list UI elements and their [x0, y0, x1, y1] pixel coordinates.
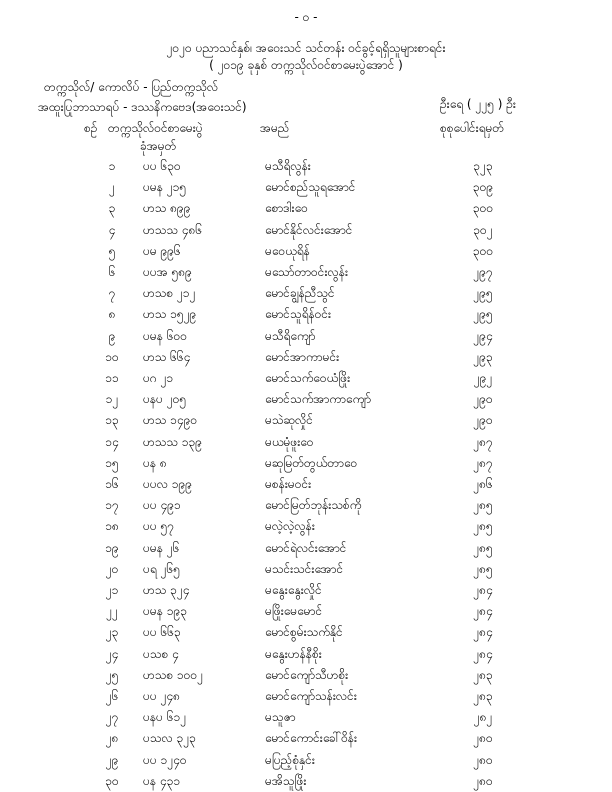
- table-row: [0, 604, 612, 624]
- name-cell: မဝေယုရိန်: [265, 243, 310, 258]
- marks-cell: ၂၈၀: [473, 773, 493, 788]
- name-cell: မလဲ့လဲ့လွန်း: [265, 519, 315, 534]
- serial-cell: ၂၃: [105, 625, 119, 640]
- roll-cell: ဟသသ ၄၈၆: [143, 222, 203, 237]
- marks-cell: ၂၈၀: [473, 731, 493, 746]
- serial-cell: ၂၄: [105, 646, 119, 661]
- serial-cell: ၂: [109, 180, 115, 195]
- serial-cell: ၁၈: [105, 519, 119, 534]
- marks-cell: ၃၀၀: [472, 243, 494, 258]
- marks-cell: ၂၈၃: [473, 689, 493, 703]
- name-cell: မောင်သက်အာကာကျော်: [265, 392, 372, 407]
- serial-cell: ၂၂: [106, 604, 118, 619]
- document-title: ၂၀၂၀ ပညာသင်နှစ်၊ အဝေးသင် သင်တန်း ဝင်ခွင့်ရရှိသူများစာရင်း: [166, 41, 446, 55]
- roll-cell: ပပအ ၅၈၉: [143, 265, 192, 279]
- serial-cell: ၁၃: [105, 413, 119, 428]
- roll-cell: ပပလ ၁၉၉: [143, 477, 193, 491]
- roll-cell: ပမ ၉၉၆: [143, 243, 181, 258]
- roll-cell: ပပ ၆၆၃: [143, 625, 181, 640]
- name-cell: မောင်သက်ဝေယံဖြိုး: [265, 371, 351, 385]
- roll-cell: ပမန ၂၆: [143, 540, 180, 555]
- table-row: [0, 307, 612, 327]
- name-cell: မောင်ချွန်ညီသွင်: [265, 286, 335, 301]
- name-cell: မဖြိုးမေမောင်: [265, 604, 323, 619]
- subject-line: အထူးပြုဘာသာရပ် - ဒဿနိကဗေဒ(အဝေးသင်): [38, 100, 247, 114]
- marks-cell: ၂၈၆: [473, 477, 493, 491]
- marks-cell: ၂၉၀: [473, 392, 493, 407]
- name-cell: မောင်နိုင်လင်းအောင်: [265, 222, 353, 237]
- serial-cell: ၁၆: [105, 477, 119, 491]
- table-row: [0, 456, 612, 476]
- roll-cell: ပပ ၂၄၈: [143, 689, 181, 703]
- table-row: [0, 159, 612, 179]
- name-cell: မအိသူဖြိုး: [265, 773, 307, 788]
- table-row: [0, 689, 612, 709]
- roll-cell: ဟသစ ၁၀၀၂: [143, 667, 204, 682]
- column-header-serial: စဉ်: [84, 121, 98, 135]
- marks-cell: ၂၉၄: [473, 328, 493, 343]
- candidate-count: ဦးရေ ( ၂၂၅ ) ဦး: [440, 97, 516, 111]
- serial-cell: ၂၉: [105, 752, 119, 767]
- table-row: [0, 244, 612, 264]
- name-cell: မောင်အာကာမင်း: [265, 349, 340, 364]
- marks-cell: ၃၀၀: [472, 201, 494, 216]
- name-cell: မောင်ကျော်သန်းလင်း: [265, 689, 357, 703]
- serial-cell: ၂၅: [105, 667, 119, 682]
- roll-cell: ဟသ ၆၆၄: [143, 349, 191, 364]
- serial-cell: ၃: [108, 201, 116, 216]
- roll-cell: ပဂ ၂၁: [143, 371, 174, 385]
- column-header-roll-line2: ခုံအမှတ်: [140, 139, 177, 153]
- serial-cell: ၁၉: [105, 540, 119, 555]
- name-cell: စောဒါးဝေ: [265, 201, 308, 216]
- name-cell: မနွေးဟန်နီစိုး: [265, 646, 322, 661]
- name-cell: မောင်သူရိန်ဝင်း: [265, 307, 332, 322]
- marks-cell: ၂၉၃: [473, 349, 493, 364]
- table-row: [0, 774, 612, 792]
- name-cell: မောင်စွမ်းသက်နိုင်: [265, 625, 343, 640]
- marks-cell: ၂၈၅: [473, 498, 493, 513]
- serial-cell: ၉: [108, 328, 116, 343]
- serial-cell: ၂၆: [105, 689, 119, 703]
- name-cell: မပြည့်စုံနှင်း: [265, 752, 315, 767]
- table-row: [0, 647, 612, 667]
- table-row: [0, 413, 612, 433]
- name-cell: မဆုမြတ်တွယ်တာဝေ: [265, 455, 358, 470]
- table-row: [0, 625, 612, 645]
- serial-cell: ၁၀: [105, 349, 119, 364]
- roll-cell: ပပ ၅၇: [143, 519, 175, 534]
- marks-cell: ၂၈၅: [473, 540, 493, 555]
- table-row: [0, 265, 612, 285]
- serial-cell: ၁: [108, 159, 116, 173]
- serial-cell: ၇: [108, 286, 116, 301]
- page-number: - ၀ -: [294, 10, 318, 24]
- marks-cell: ၂၈၇: [473, 455, 493, 470]
- table-row: [0, 201, 612, 221]
- table-row: [0, 753, 612, 773]
- marks-cell: ၂၈၄: [473, 625, 493, 640]
- name-cell: မသီရိကျော်: [265, 328, 316, 343]
- column-header-roll-line1: တက္ကသိုလ်ဝင်စာမေးပွဲ: [108, 121, 203, 135]
- roll-cell: ဟသ ၁၅၂၉: [143, 307, 197, 322]
- marks-cell: ၃၀၂: [473, 222, 493, 237]
- name-cell: မောင်မြတ်ဘုန်းသစ်ကို: [265, 498, 362, 513]
- roll-cell: ပနပ ၂၀၅: [143, 392, 187, 407]
- table-row: [0, 477, 612, 497]
- roll-cell: ဟသ ၁၄၉၀: [143, 413, 198, 428]
- roll-cell: ပန ၈: [143, 455, 167, 470]
- name-cell: မသော်တာဝင်းလွန်း: [265, 265, 349, 279]
- marks-cell: ၂၈၃: [473, 667, 493, 682]
- name-cell: မောင်ရဲလင်းအောင်: [265, 540, 347, 555]
- marks-cell: ၃၀၉: [472, 180, 494, 195]
- roll-cell: ပသစ ၄: [143, 646, 179, 661]
- table-row: [0, 392, 612, 412]
- marks-cell: ၂၈၄: [473, 646, 493, 661]
- table-row: [0, 435, 612, 455]
- table-row: [0, 668, 612, 688]
- marks-cell: ၂၈၄: [473, 583, 493, 597]
- serial-cell: ၂၁: [105, 583, 119, 597]
- serial-cell: ၂၀: [105, 561, 119, 576]
- serial-cell: ၁၁: [105, 371, 119, 385]
- marks-cell: ၂၉၅: [473, 286, 493, 301]
- roll-cell: ဟသစ ၂၁၂: [143, 286, 196, 301]
- serial-cell: ၁၅: [105, 455, 119, 470]
- name-cell: မသင်းသင်းအောင်: [265, 561, 344, 576]
- serial-cell: ၂၈: [105, 731, 119, 746]
- serial-cell: ၄: [108, 222, 116, 237]
- table-row: [0, 286, 612, 306]
- roll-cell: ပနပ ၆၁၂: [143, 710, 187, 725]
- roll-cell: ပသလ ၃၂၃: [143, 731, 196, 746]
- name-cell: မောင်ကျော်သီဟစိုး: [265, 667, 349, 682]
- name-cell: မောင်စည်သူရအောင်: [265, 180, 356, 195]
- roll-cell: ပပ ၄၉၁: [143, 498, 181, 513]
- marks-cell: ၂၈၀: [473, 752, 493, 767]
- serial-cell: ၅: [108, 243, 116, 258]
- marks-cell: ၂၉၂: [473, 371, 493, 385]
- name-cell: မနွေးနွေးလှိုင်: [265, 583, 322, 597]
- marks-cell: ၂၈၂: [473, 710, 493, 725]
- serial-cell: ၁၄: [105, 434, 119, 449]
- serial-cell: ၁၇: [105, 498, 119, 513]
- serial-cell: ၈: [108, 307, 116, 322]
- name-cell: မသဲဆုလှိုင်: [265, 413, 313, 428]
- roll-cell: ပမန ၁၉၃: [143, 604, 187, 619]
- serial-cell: ၆: [108, 265, 116, 279]
- name-cell: မစန်းမဝင်း: [265, 477, 312, 491]
- marks-cell: ၂၈၅: [473, 561, 493, 576]
- marks-cell: ၃၂၃: [473, 159, 493, 173]
- table-row: [0, 710, 612, 730]
- table-row: [0, 519, 612, 539]
- marks-cell: ၂၉၅: [473, 307, 493, 322]
- university-line: တက္ကသိုလ်/ ကောလိပ် - ပြည်တက္ကသိုလ်: [44, 80, 219, 94]
- table-row: [0, 731, 612, 751]
- name-cell: မသူဇာ: [265, 710, 296, 725]
- table-row: [0, 498, 612, 518]
- marks-cell: ၂၈၄: [473, 604, 493, 619]
- name-cell: မယမုံဖူးဝေ: [265, 434, 314, 449]
- roll-cell: ပမန ၆၀၀: [143, 328, 187, 343]
- document-subtitle: ( ၂၀၁၉ ခုနှစ် တက္ကသိုလ်ဝင်စာမေးပွဲအောင် ): [209, 58, 403, 72]
- roll-cell: ပပ ၆၃၀: [143, 159, 181, 173]
- name-cell: မောင်ကောင်းခေါ်ဝိန်း: [265, 731, 358, 746]
- column-header-name: အမည်: [260, 121, 290, 135]
- table-row: [0, 371, 612, 391]
- marks-cell: ၂၉၇: [473, 265, 493, 279]
- roll-cell: ပပ ၁၂၄၀: [143, 752, 187, 767]
- name-cell: မသီရိလွန်း: [265, 159, 311, 173]
- serial-cell: ၂၇: [105, 710, 119, 725]
- column-header-marks: စုစုပေါင်းရမှတ်: [440, 121, 505, 135]
- roll-cell: ဟသ ၃၂၄: [143, 583, 190, 597]
- roll-cell: ပမန ၂၁၅: [143, 180, 187, 195]
- marks-cell: ၂၈၅: [473, 519, 493, 534]
- table-row: [0, 562, 612, 582]
- roll-cell: ဟသသ ၁၃၉: [143, 434, 203, 449]
- roll-cell: ပန ၄၃၁: [143, 773, 181, 788]
- roll-cell: ပရ ၂၆၅: [143, 561, 180, 576]
- table-row: [0, 583, 612, 603]
- table-row: [0, 223, 612, 243]
- table-row: [0, 350, 612, 370]
- serial-cell: ၁၂: [105, 392, 119, 407]
- marks-cell: ၂၉၀: [473, 413, 493, 428]
- table-row: [0, 180, 612, 200]
- table-row: [0, 541, 612, 561]
- roll-cell: ဟသ ၈၉၉: [143, 201, 191, 216]
- table-row: [0, 329, 612, 349]
- serial-cell: ၃၀: [105, 773, 119, 788]
- marks-cell: ၂၈၇: [473, 434, 493, 449]
